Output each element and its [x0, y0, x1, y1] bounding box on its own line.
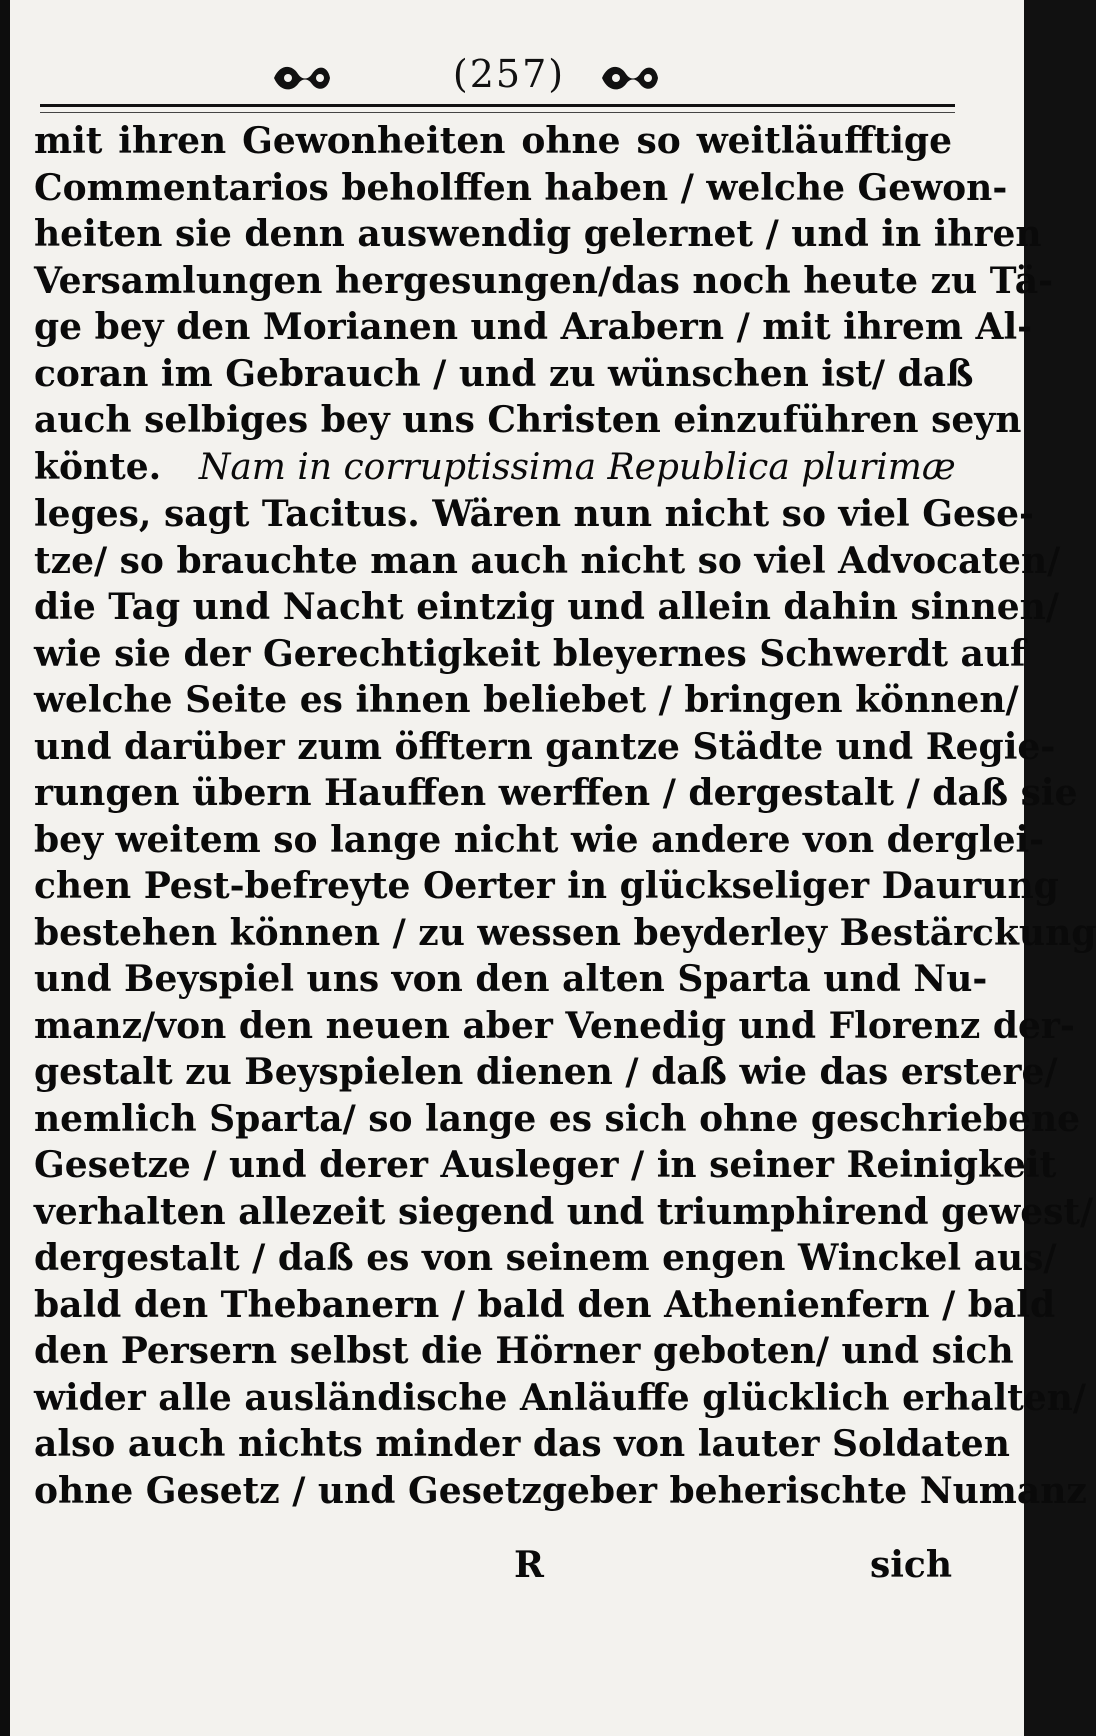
signature-mark: R: [514, 1544, 544, 1586]
text-line: bestehen können / zu wessen beyderley Bestärckung: [34, 911, 1096, 954]
page-footer: [34, 1544, 952, 1600]
text-line: wie sie der Gerechtigkeit bleyernes Schwerdt auf: [34, 632, 1026, 675]
text-line: die Tag und Nacht eintzig und allein dahin sinnen/: [34, 586, 1059, 628]
text-line: Commentarios beholffen haben / welche Gewon-: [34, 166, 1008, 209]
text-line: verhalten allezeit siegend und triumphirend gewest/: [34, 1190, 1094, 1233]
text-line: bey weitem so lange nicht wie andere von derglei-: [34, 818, 1045, 861]
text-fragment: könte.: [34, 445, 162, 488]
text-line: also auch nichts minder das von lauter Soldaten: [34, 1423, 1010, 1465]
text-line: coran im Gebrauch / und zu wünschen ist/ daß: [34, 352, 974, 395]
text-line: rungen übern Hauffen werffen / dergestalt / daß sie: [34, 772, 1078, 814]
text-line: manz/von den neuen aber Venedig und Florenz der-: [34, 1004, 1075, 1047]
text-line: tze/ so brauchte man auch nicht so viel Advocaten/: [34, 539, 1061, 582]
header-rule-thin: [40, 112, 955, 113]
text-line: auch selbiges bey uns Christen einzuführen seyn: [34, 399, 1022, 441]
ornament-right-icon: [598, 58, 662, 98]
page-gutter: [0, 0, 10, 1736]
text-line: bald den Thebanern / bald den Athenienfern / bald: [34, 1283, 1056, 1326]
text-line: ge bey den Morianen und Arabern / mit ihrem Al-: [34, 306, 1033, 348]
text-line: leges, sagt Tacitus. Wären nun nicht so viel Gese-: [34, 493, 1034, 535]
text-line: chen Pest-befreyte Oerter in glückseliger Daurung: [34, 865, 1059, 907]
page-number: (257): [452, 52, 566, 96]
header-rule: [40, 104, 955, 107]
body-text: [34, 118, 1096, 1514]
text-line: dergestalt / daß es von seinem engen Winckel aus/: [34, 1237, 1057, 1279]
text-line: den Persern selbst die Hörner geboten/ und sich: [34, 1330, 1014, 1372]
text-line: wider alle ausländische Anläuffe glücklich erhalten/: [34, 1376, 1086, 1419]
text-line: ohne Gesetz / und Gesetzgeber beherischte Numanz: [34, 1469, 1087, 1512]
text-line: und Beyspiel uns von den alten Sparta und Nu-: [34, 958, 988, 1000]
text-line: mit ihren Gewonheiten ohne so weitläufftige: [34, 120, 952, 162]
text-line: heiten sie denn auswendig gelernet / und in ihren: [34, 213, 1042, 255]
text-line-with-quote: [34, 444, 956, 492]
text-line: welche Seite es ihnen beliebet / bringen können/: [34, 679, 1019, 721]
catchword: sich: [869, 1544, 952, 1586]
latin-quote: Nam in corruptissima Republica plurimæ: [198, 446, 956, 488]
ornament-left-icon: [270, 58, 334, 98]
text-line: nemlich Sparta/ so lange es sich ohne geschriebene: [34, 1097, 1081, 1140]
page-header: [44, 50, 954, 110]
text-line: Versamlungen hergesungen/das noch heute zu Tä-: [34, 259, 1054, 302]
text-line: gestalt zu Beyspielen dienen / daß wie das erstere/: [34, 1051, 1058, 1093]
text-line: Gesetze / und derer Ausleger / in seiner Reinigkeit: [34, 1144, 1057, 1186]
book-page: [10, 0, 1096, 1736]
text-line: und darüber zum öfftern gantze Städte und Regie-: [34, 725, 1056, 768]
